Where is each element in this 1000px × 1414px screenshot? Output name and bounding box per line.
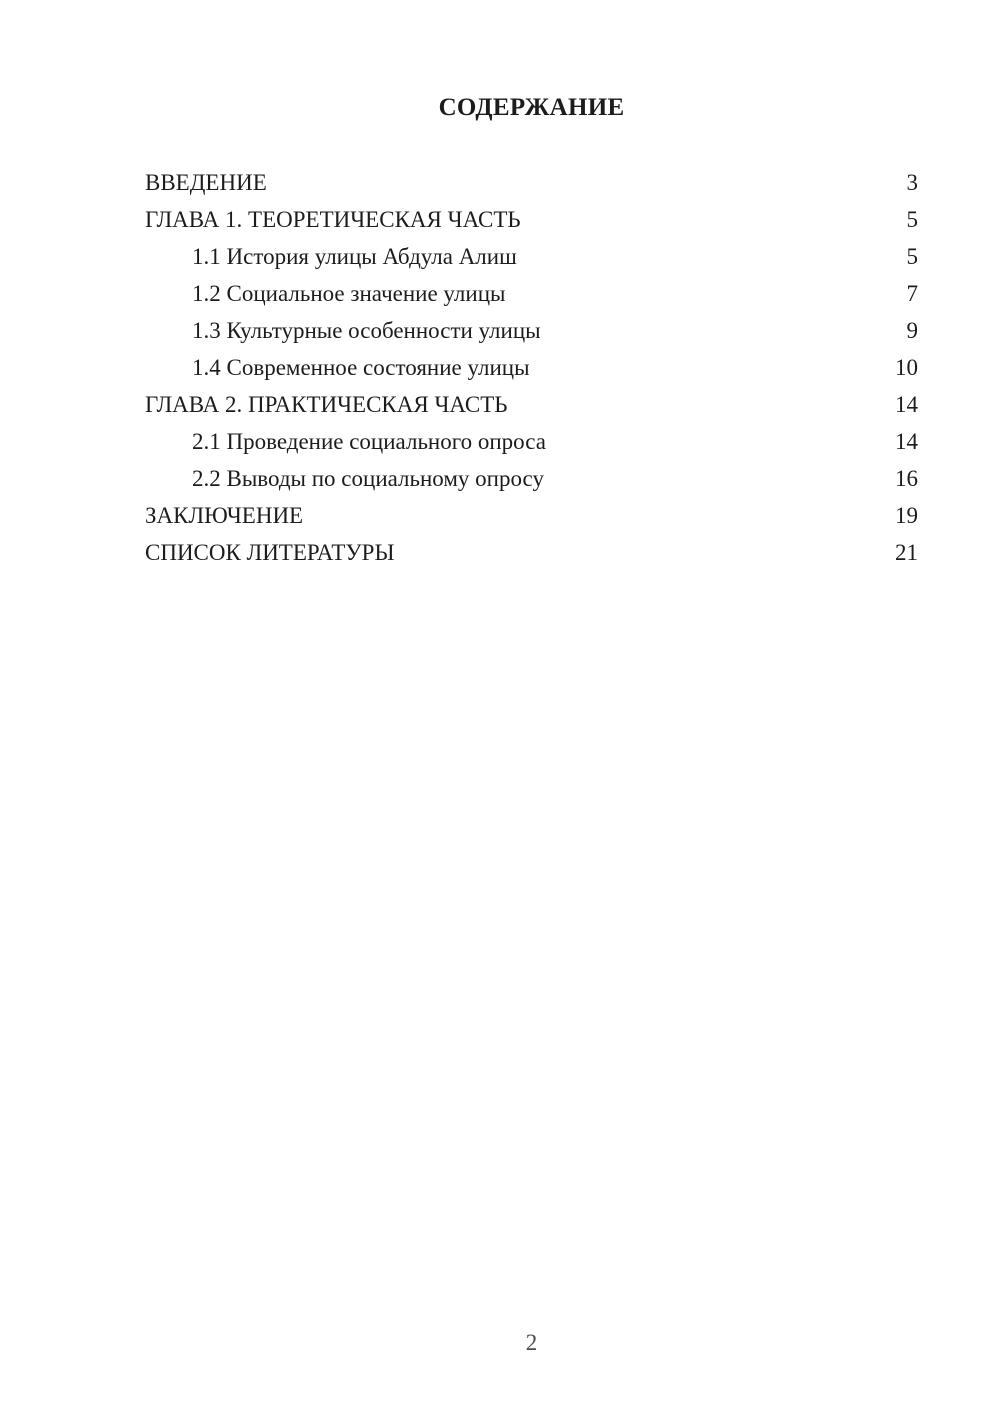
toc-entry (145, 497, 918, 534)
toc-entry-page-number: 3 (906, 170, 918, 195)
toc-entry-label: ЗАКЛЮЧЕНИЕ (145, 503, 304, 528)
toc-entry (145, 423, 918, 460)
footer-page-number: 2 (525, 1330, 538, 1355)
toc-entry-page-number: 14 (895, 392, 918, 417)
toc-entry-page-number: 7 (906, 281, 918, 306)
toc-entry (145, 164, 918, 201)
toc-entry-page-number: 5 (906, 207, 918, 232)
toc-entry-label: ГЛАВА 2. ПРАКТИЧЕСКАЯ ЧАСТЬ (145, 392, 508, 417)
toc-entry-page-number: 16 (895, 466, 918, 491)
toc-entry (145, 534, 918, 571)
toc-entry-page-number: 21 (895, 540, 918, 565)
toc-entry-label: 2.1 Проведение социального опроса (192, 429, 546, 454)
toc-entry-label: 1.2 Социальное значение улицы (192, 281, 506, 306)
toc-entry-label: 2.2 Выводы по социальному опросу (192, 466, 544, 491)
toc-entry (145, 275, 918, 312)
toc-entry-label: 1.4 Современное состояние улицы (192, 355, 530, 380)
toc-entry-label: ГЛАВА 1. ТЕОРЕТИЧЕСКАЯ ЧАСТЬ (145, 207, 521, 232)
toc-entry (145, 386, 918, 423)
page-title: СОДЕРЖАНИЕ (438, 94, 625, 121)
toc-entry-page-number: 5 (906, 244, 918, 269)
toc-entry-page-number: 14 (895, 429, 918, 454)
toc-entry-label: ВВЕДЕНИЕ (145, 170, 267, 195)
toc-entry-page-number: 10 (895, 355, 918, 380)
toc-entry-page-number: 9 (906, 318, 918, 343)
toc-entry (145, 312, 918, 349)
toc-entry (145, 460, 918, 497)
toc-entry-label: 1.1 История улицы Абдула Алиш (192, 244, 517, 269)
table-of-contents (145, 164, 918, 571)
toc-entry-page-number: 19 (895, 503, 918, 528)
toc-entry-label: 1.3 Культурные особенности улицы (192, 318, 541, 343)
toc-entry (145, 238, 918, 275)
toc-entry (145, 349, 918, 386)
toc-entry-label: СПИСОК ЛИТЕРАТУРЫ (145, 540, 395, 565)
toc-entry (145, 201, 918, 238)
